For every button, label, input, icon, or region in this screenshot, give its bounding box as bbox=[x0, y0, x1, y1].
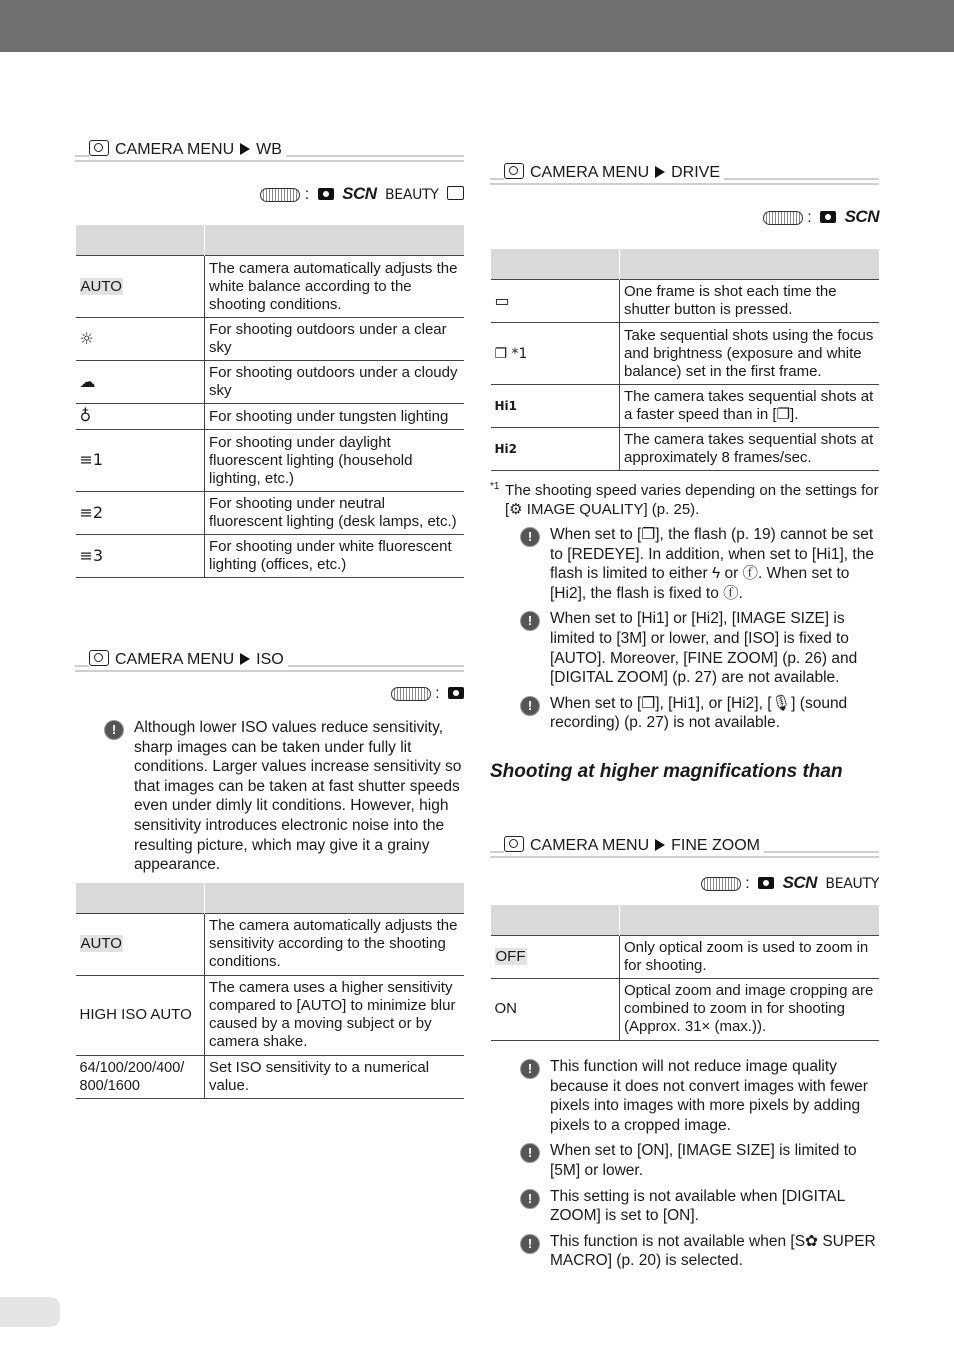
colon: : bbox=[745, 874, 750, 892]
table-cell: For shooting under white fluorescent lighting (offices, etc.) bbox=[205, 535, 465, 578]
note-item bbox=[520, 1187, 879, 1226]
caution-icon: ! bbox=[104, 720, 124, 740]
iso-menu-header bbox=[75, 650, 464, 672]
finezoom-mode-icons bbox=[490, 871, 879, 895]
caution-icon: ! bbox=[520, 1234, 540, 1254]
table-cell: The camera automatically adjusts the white balance according to the shooting conditions. bbox=[205, 256, 465, 318]
tungsten-icon: ♁ bbox=[79, 406, 92, 425]
beauty-label: BEAUTY bbox=[384, 187, 439, 203]
note-text: When set to [❐], the flash (p. 19) cannot be set to [REDEYE]. In addition, when set to [Hi1], the flash is limited to either ϟ or ⓕ. When set to [Hi2], the flash is fixed to ⓕ. bbox=[550, 526, 874, 602]
beauty-label: BEAUTY bbox=[825, 875, 879, 892]
footnote-text: The shooting speed varies depending on the settings for [⚙ IMAGE QUALITY] (p. 25). bbox=[505, 482, 879, 518]
drive-notes bbox=[520, 525, 879, 733]
drive-mode-icons bbox=[490, 205, 879, 229]
camera-menu-icon bbox=[89, 140, 109, 156]
colon: : bbox=[304, 186, 310, 203]
note-item bbox=[520, 694, 879, 733]
fluorescent-1-icon: ≡1 bbox=[79, 450, 104, 469]
table-header bbox=[491, 905, 880, 936]
arrow-right-icon bbox=[655, 166, 665, 178]
table-cell: Take sequential shots using the focus and brightness (exposure and white balance) set in the first frame. bbox=[620, 323, 880, 385]
table-cell: For shooting under neutral fluorescent lighting (desk lamps, etc.) bbox=[205, 492, 465, 535]
finezoom-table bbox=[490, 905, 879, 1041]
table-cell: For shooting outdoors under a clear sky bbox=[205, 318, 465, 361]
table-cell: The camera uses a higher sensitivity compared to [AUTO] to minimize blur caused by a moving subject or by camera shake. bbox=[205, 975, 465, 1055]
right-column bbox=[490, 163, 879, 1277]
menu-label: CAMERA MENU bbox=[115, 141, 235, 158]
scn-label: SCN bbox=[844, 207, 879, 226]
single-shot-icon: ▭ bbox=[494, 290, 510, 310]
table-cell: The camera takes sequential shots at a faster speed than in [❐]. bbox=[620, 385, 880, 428]
hi-speed-1-icon: Hi1 bbox=[494, 399, 518, 413]
section-title: Shooting at higher magnifications than bbox=[490, 760, 843, 782]
table-cell: Optical zoom and image cropping are combined to zoom in for shooting (Approx. 31× (max.)). bbox=[620, 978, 880, 1040]
arrow-right-icon bbox=[240, 653, 250, 665]
sequential-icon: ❐ *1 bbox=[494, 345, 528, 362]
table-cell: One frame is shot each time the shutter button is pressed. bbox=[620, 280, 880, 323]
fine-zoom-on-option: ON bbox=[491, 978, 620, 1040]
menu-item: ISO bbox=[256, 651, 284, 668]
table-row bbox=[491, 280, 880, 323]
finezoom-menu-header bbox=[490, 836, 879, 858]
movie-mode-icon bbox=[447, 186, 464, 200]
table-row bbox=[76, 361, 465, 404]
iso-table bbox=[75, 883, 464, 1099]
mode-dial-icon bbox=[260, 188, 300, 202]
iso-auto-option: AUTO bbox=[80, 935, 122, 953]
menu-item: DRIVE bbox=[671, 164, 721, 181]
table-row bbox=[76, 913, 465, 975]
menu-item: WB bbox=[256, 141, 282, 158]
table-row bbox=[491, 428, 880, 471]
fine-zoom-off-option: OFF bbox=[495, 947, 526, 965]
table-cell: For shooting under tungsten lighting bbox=[205, 404, 465, 430]
table-row bbox=[76, 256, 465, 318]
drive-table bbox=[490, 249, 879, 471]
table-row bbox=[491, 978, 880, 1040]
note-item bbox=[520, 1141, 879, 1180]
table-header bbox=[76, 883, 465, 914]
arrow-right-icon bbox=[655, 839, 665, 851]
iso-value-option: 64/100/200/400/ 800/1600 bbox=[76, 1055, 205, 1098]
sunny-icon: ☼ bbox=[79, 328, 94, 348]
menu-label: CAMERA MENU bbox=[530, 836, 650, 854]
table-row bbox=[76, 975, 465, 1055]
note-text: When set to [Hi1] or [Hi2], [IMAGE SIZE] is limited to [3M] or lower, and [ISO] is fixed to [AUTO]. Moreover, [FINE ZOOM] (p. 26) and [DIGITAL ZOOM] (p. 27) are not available. bbox=[550, 610, 858, 687]
menu-label: CAMERA MENU bbox=[115, 651, 235, 668]
fluorescent-3-icon: ≡3 bbox=[79, 545, 104, 565]
colon: : bbox=[807, 209, 812, 226]
caution-icon: ! bbox=[520, 1189, 540, 1209]
program-mode-icon bbox=[318, 188, 334, 200]
table-cell: The camera automatically adjusts the sensitivity according to the shooting conditions. bbox=[205, 913, 465, 975]
fluorescent-2-icon: ≡2 bbox=[79, 502, 104, 522]
wb-table bbox=[75, 225, 464, 578]
left-column bbox=[75, 140, 464, 1099]
table-row bbox=[76, 318, 465, 361]
table-cell: The camera takes sequential shots at approximately 8 frames/sec. bbox=[620, 428, 880, 471]
table-row bbox=[76, 535, 465, 578]
table-cell: Set ISO sensitivity to a numerical value. bbox=[205, 1055, 465, 1098]
caution-icon: ! bbox=[520, 1143, 540, 1163]
table-row bbox=[491, 323, 880, 385]
table-cell: Only optical zoom is used to zoom in for shooting. bbox=[620, 935, 880, 978]
table-row bbox=[76, 430, 465, 492]
table-header bbox=[491, 249, 880, 280]
drive-footnote bbox=[490, 481, 879, 519]
scn-label: SCN bbox=[782, 872, 817, 892]
table-cell: For shooting outdoors under a cloudy sky bbox=[205, 361, 465, 404]
iso-note bbox=[104, 718, 464, 875]
top-banner bbox=[0, 0, 954, 52]
note-item bbox=[520, 609, 879, 687]
note-text: This setting is not available when [DIGITAL ZOOM] is set to [ON]. bbox=[550, 1187, 845, 1225]
program-mode-icon bbox=[448, 687, 464, 699]
footnote-mark: *1 bbox=[490, 481, 500, 492]
scn-label: SCN bbox=[342, 184, 377, 203]
table-row bbox=[491, 935, 880, 978]
note-text: When set to [❐], [Hi1], or [Hi2], [🎙] (sound recording) (p. 27) is not available. bbox=[550, 694, 848, 732]
menu-label: CAMERA MENU bbox=[530, 164, 650, 181]
table-row bbox=[76, 1055, 465, 1098]
program-mode-icon bbox=[820, 211, 836, 223]
note-text: Although lower ISO values reduce sensitivity, sharp images can be taken under fully lit conditions. Larger values increase sensitivity so that images can be taken at fast shutter speeds even under dimly lit conditions. However, high sensitivity introduces electronic noise into the resulting picture, which may give it a grainy appearance. bbox=[134, 719, 462, 874]
mode-dial-icon bbox=[391, 687, 431, 701]
iso-mode-icons bbox=[75, 682, 464, 706]
camera-menu-icon bbox=[89, 650, 109, 666]
arrow-right-icon bbox=[240, 143, 250, 155]
iso-high-option: HIGH ISO AUTO bbox=[76, 975, 205, 1055]
note-text: This function will not reduce image quality because it does not convert images with fewer pixels into images with more pixels by adding pixels to a cropped image. bbox=[550, 1057, 868, 1134]
drive-menu-header bbox=[490, 163, 879, 185]
cloudy-icon: ☁ bbox=[79, 371, 96, 391]
table-header bbox=[76, 225, 465, 256]
caution-icon: ! bbox=[520, 611, 540, 631]
caution-icon: ! bbox=[520, 527, 540, 547]
caution-icon: ! bbox=[520, 696, 540, 716]
menu-item: FINE ZOOM bbox=[671, 836, 761, 854]
program-mode-icon bbox=[758, 877, 774, 889]
wb-mode-icons bbox=[75, 182, 464, 206]
table-row bbox=[76, 404, 465, 430]
note-text: When set to [ON], [IMAGE SIZE] is limited to [5M] or lower. bbox=[550, 1142, 857, 1179]
note-item bbox=[520, 1232, 879, 1271]
page-number-tab bbox=[0, 1297, 60, 1327]
mode-dial-icon bbox=[701, 877, 741, 891]
note-item bbox=[520, 525, 879, 603]
mode-dial-icon bbox=[763, 211, 803, 225]
wb-auto-option: AUTO bbox=[80, 277, 122, 295]
table-row bbox=[491, 385, 880, 428]
note-item bbox=[520, 1057, 879, 1135]
table-row bbox=[76, 492, 465, 535]
finezoom-notes bbox=[520, 1057, 879, 1271]
caution-icon: ! bbox=[520, 1059, 540, 1079]
note-text: This function is not available when [S✿ SUPER MACRO] (p. 20) is selected. bbox=[550, 1232, 876, 1270]
camera-menu-icon bbox=[504, 163, 524, 179]
colon: : bbox=[435, 685, 440, 702]
table-cell: For shooting under daylight fluorescent lighting (household lighting, etc.) bbox=[205, 430, 465, 492]
camera-menu-icon bbox=[504, 836, 524, 852]
wb-menu-header bbox=[75, 140, 464, 162]
hi-speed-2-icon: Hi2 bbox=[494, 442, 518, 456]
